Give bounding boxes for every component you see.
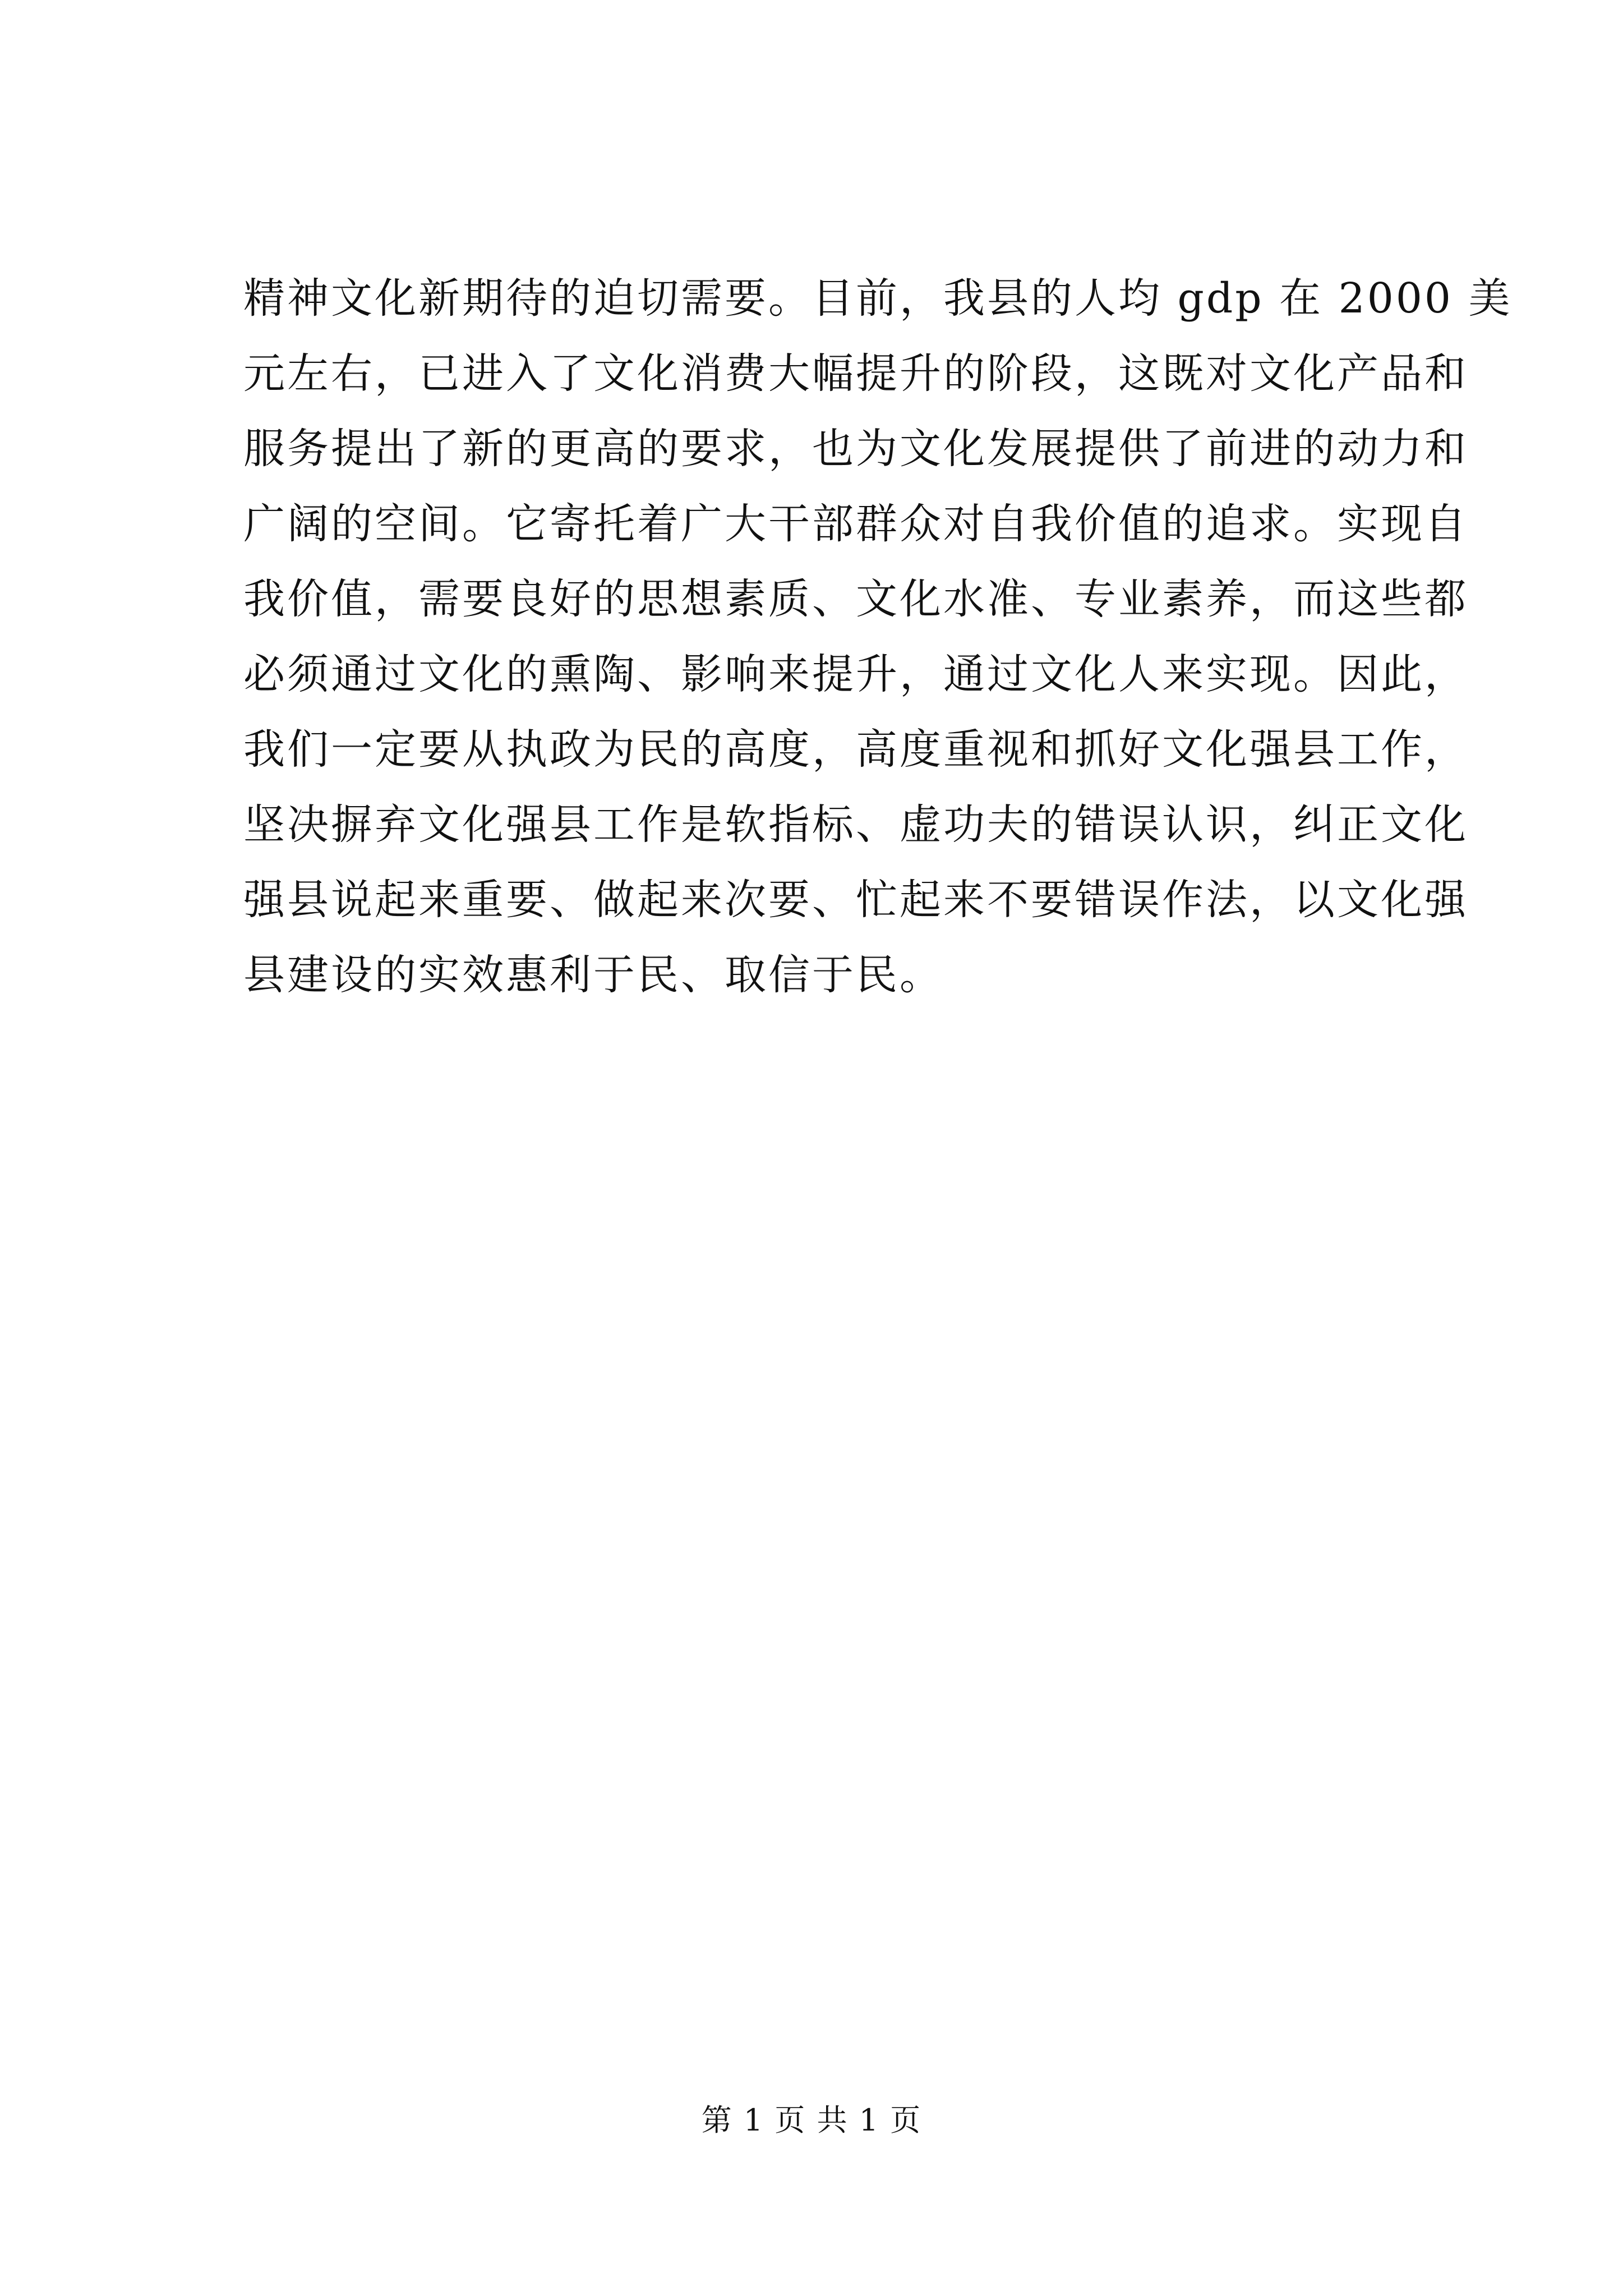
paragraph-line: 必须通过文化的熏陶、影响来提升，通过文化人来实现。因此，	[243, 650, 1468, 698]
paragraph-line: 县建设的实效惠利于民、取信于民。	[243, 951, 943, 999]
page-number-footer: 第 1 页 共 1 页	[701, 2102, 922, 2138]
paragraph-line: 服务提出了新的更高的要求，也为文化发展提供了前进的动力和	[243, 425, 1468, 473]
paragraph-line: 元左右，已进入了文化消费大幅提升的阶段，这既对文化产品和	[243, 349, 1468, 398]
paragraph-line: 我们一定要从执政为民的高度，高度重视和抓好文化强县工作，	[243, 725, 1468, 774]
paragraph-line: 我价值，需要良好的思想素质、文化水准、专业素养，而这些都	[243, 575, 1468, 623]
paragraph-line: 精神文化新期待的迫切需要。目前，我县的人均 gdp 在 2000 美	[243, 274, 1513, 323]
paragraph-line: 强县说起来重要、做起来次要、忙起来不要错误作法，以文化强	[243, 876, 1468, 924]
paragraph-line: 广阔的空间。它寄托着广大干部群众对自我价值的追求。实现自	[243, 500, 1468, 548]
body-paragraph	[243, 261, 1513, 1013]
paragraph-line: 坚决摒弃文化强县工作是软指标、虚功夫的错误认识，纠正文化	[243, 800, 1468, 849]
